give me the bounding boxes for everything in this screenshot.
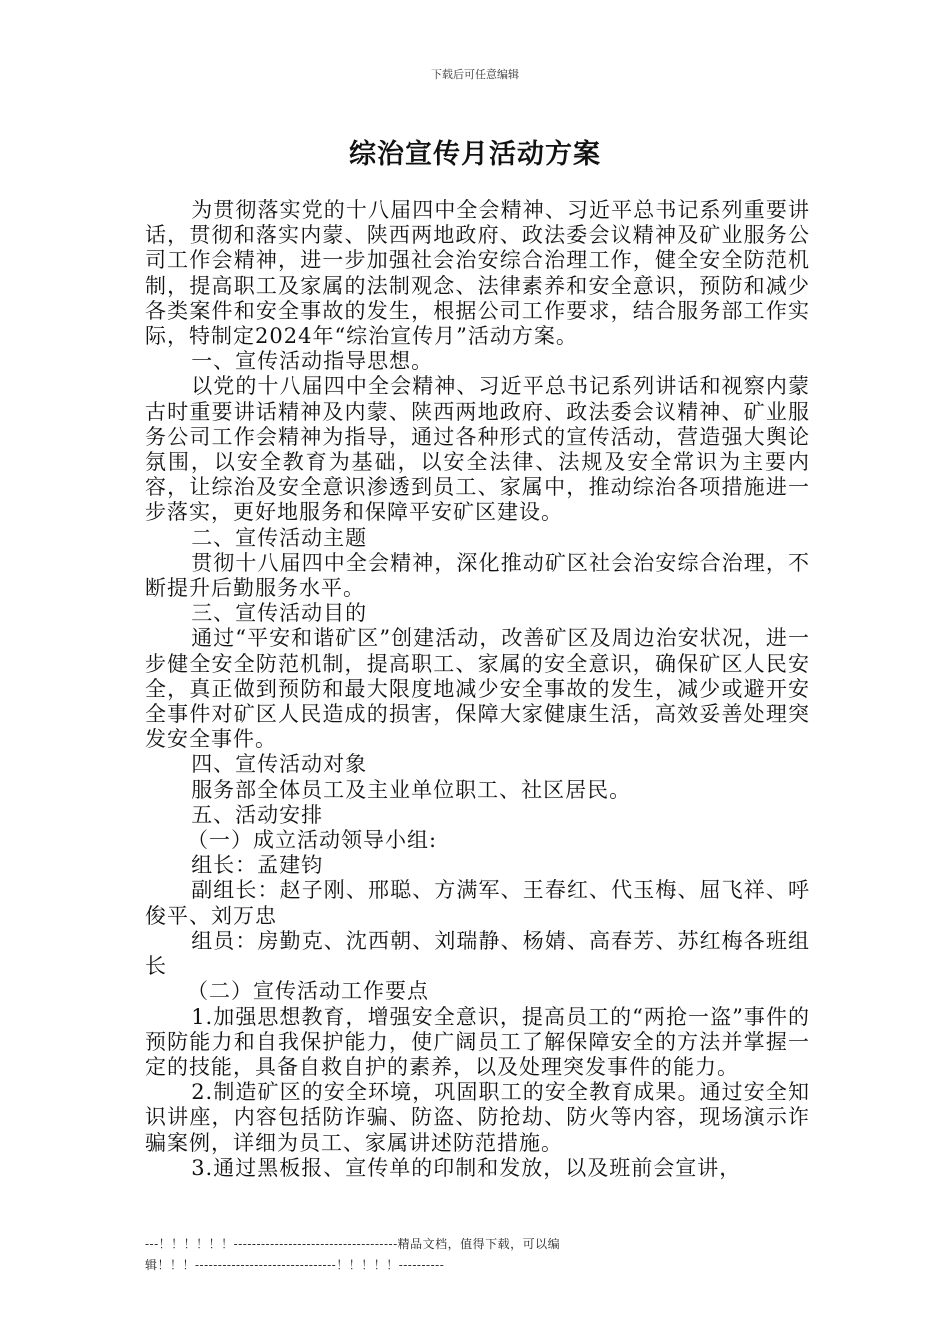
- document-title: 综治宣传月活动方案: [349, 139, 601, 170]
- footer-line-1: ---！！！！！！------------------------------------精品文档，值得下载，可以编: [145, 1237, 561, 1251]
- subsection-heading-1: （一）成立活动领导小组:: [187, 828, 438, 853]
- section-heading-2: 二、宣传活动主题: [191, 525, 368, 550]
- work-point-3: 3.通过黑板报、宣传单的印制和发放，以及班前会宣讲，: [191, 1155, 742, 1180]
- document-body: [145, 198, 810, 1181]
- section-heading-4: 四、宣传活动对象: [191, 752, 368, 777]
- header-note: 下载后可任意编辑: [431, 68, 519, 81]
- guiding-thought-paragraph: 以党的十八届四中全会精神、习近平总书记系列讲话和视察内蒙古时重要讲话精神及内蒙、陕西两地政府、政法委会议精神、矿业服务公司工作会精神为指导，通过各种形式的宣传活动，营造强大舆论氛围，以安全教育为基础，以安全法律、法规及安全常识为主要内容，让综治及安全意识渗透到员工、家属中，推动综治各项措施进一步落实，更好地服务和保障平安矿区建设。: [145, 374, 810, 525]
- deputy-leaders-line: 副组长：赵子刚、邢聪、方满军、王春红、代玉梅、屈飞祥、呼俊平、刘万忠: [145, 878, 810, 928]
- subsection-heading-2: （二）宣传活动工作要点: [187, 979, 429, 1004]
- work-point-2: 2.制造矿区的安全环境，巩固职工的安全教育成果。通过安全知识讲座，内容包括防诈骗、防盗、防抢劫、防火等内容，现场演示诈骗案例，详细为员工、家属讲述防范措施。: [145, 1080, 810, 1155]
- members-line: 组员：房勤克、沈西朝、刘瑞静、杨婧、高春芳、苏红梅各班组长: [145, 928, 810, 979]
- purpose-paragraph: 通过“平安和谐矿区”创建活动，改善矿区及周边治安状况，进一步健全安全防范机制，提高职工、家属的安全意识，确保矿区人民安全，真正做到预防和最大限度地减少安全事故的发生，减少或避开安全事件对矿区人民造成的损害，保障大家健康生活，高效妥善处理突发安全事件。: [145, 626, 810, 752]
- work-point-1: 1.加强思想教育，增强安全意识，提高员工的“两抢一盗”事件的预防能力和自我保护能力，使广阔员工了解保障安全的方法并掌握一定的技能，具备自救自护的素养，以及处理突发事件的能力。: [145, 1004, 810, 1079]
- section-heading-1: 一、宣传活动指导思想。: [191, 349, 434, 374]
- audience-paragraph: 服务部全体员工及主业单位职工、社区居民。: [191, 777, 632, 802]
- section-heading-5: 五、活动安排: [191, 802, 324, 827]
- footer-line-2: 辑！！！-------------------------------！！！！！----------: [145, 1258, 445, 1272]
- theme-paragraph: 贯彻十八届四中全会精神，深化推动矿区社会治安综合治理，不断提升后勤服务水平。: [145, 550, 810, 601]
- section-heading-3: 三、宣传活动目的: [191, 601, 368, 626]
- group-leader-line: 组长：孟建钧: [191, 853, 324, 878]
- intro-paragraph: 为贯彻落实党的十八届四中全会精神、习近平总书记系列重要讲话，贯彻和落实内蒙、陕西两地政府、政法委会议精神及矿业服务公司工作会精神，进一步加强社会治安综合治理工作，健全安全防范机制，提高职工及家属的法制观念、法律素养和安全意识，预防和减少各类案件和安全事故的发生，根据公司工作要求，结合服务部工作实际，特制定2024年“综治宣传月”活动方案。: [145, 198, 810, 349]
- footer-watermark: [145, 1234, 745, 1276]
